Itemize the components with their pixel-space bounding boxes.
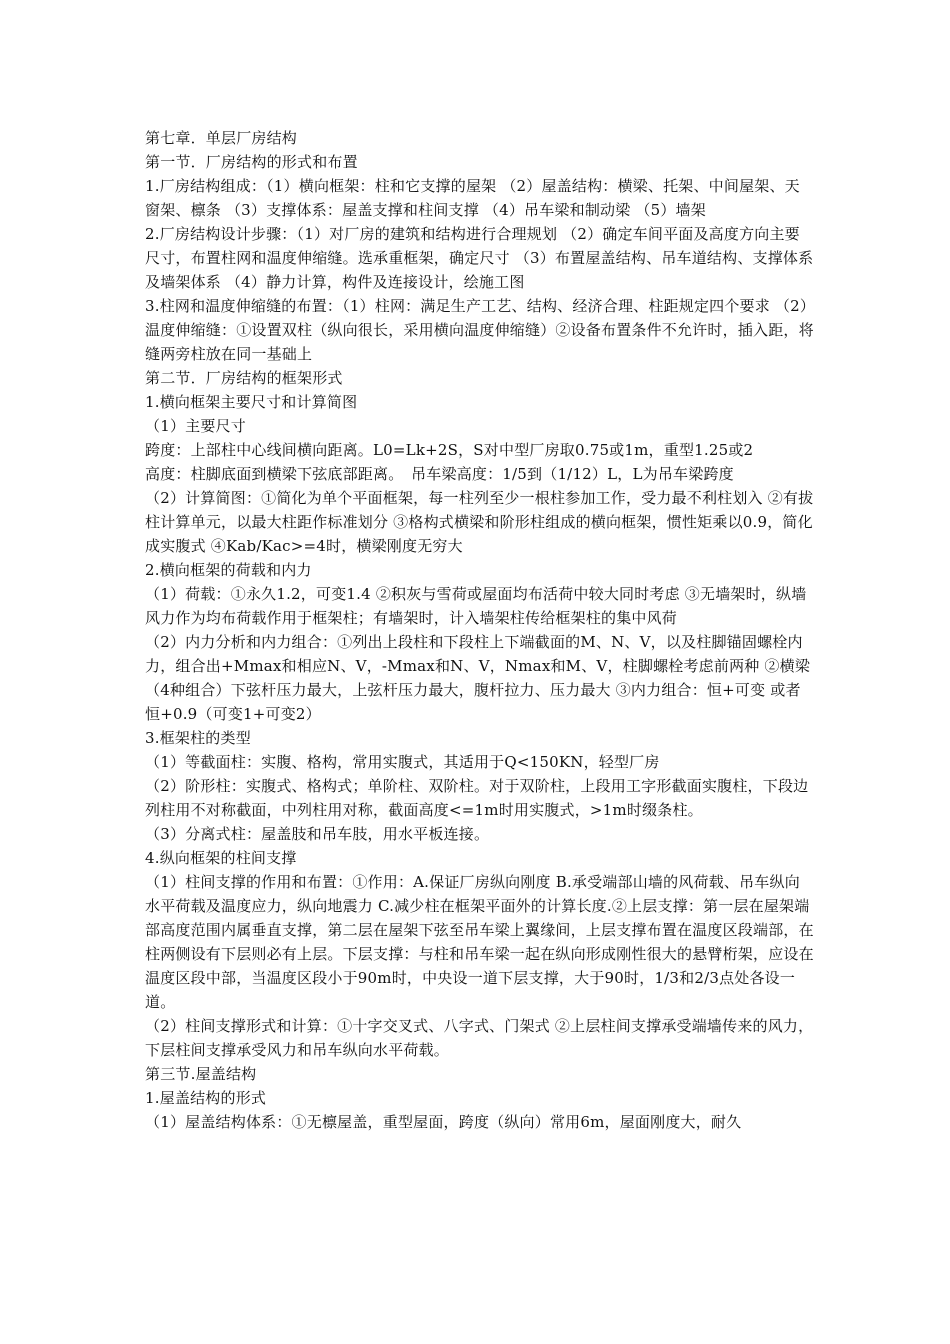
paragraph: （3）分离式柱：屋盖肢和吊车肢，用水平板连接。	[145, 825, 490, 843]
paragraph: （1）等截面柱：实腹、格构，常用实腹式，其适用于Q<150KN，轻型厂房	[145, 753, 660, 771]
paragraph: 3.柱网和温度伸缩缝的布置：（1）柱网：满足生产工艺、结构、经济合理、柱距规定四个要求 （2）温度伸缩缝：①设置双柱（纵向很长，采用横向温度伸缩缝）②设备布置条件不允许时，插入距，将缝两旁柱放在同一基础上	[145, 297, 814, 363]
subsection-title: 4.纵向框架的柱间支撑	[145, 849, 297, 867]
subsection-title: 2.横向框架的荷载和内力	[145, 561, 312, 579]
document-page	[145, 126, 815, 1134]
section-title: 第一节．厂房结构的形式和布置	[145, 153, 358, 171]
paragraph: （2）内力分析和内力组合：①列出上段柱和下段柱上下端截面的M、N、V，以及柱脚锚固螺栓内力，组合出+Mmax和相应N、V，-Mmax和N、V，Nmax和M、V，柱脚螺栓考虑前两种 ②横梁（4种组合）下弦杆压力最大，上弦杆压力最大，腹杆拉力、压力最大 ③内力组合：恒+可变 或者 恒+0.9（可变1+可变2）	[145, 633, 811, 723]
paragraph: （2）阶形柱：实腹式、格构式；单阶柱、双阶柱。对于双阶柱，上段用工字形截面实腹柱，下段边列柱用不对称截面，中列柱用对称，截面高度<=1m时用实腹式，>1m时缀条柱。	[145, 777, 809, 819]
subsection-title: 1.横向框架主要尺寸和计算简图	[145, 393, 358, 411]
paragraph: （1）主要尺寸	[145, 417, 246, 435]
paragraph: （1）荷载：①永久1.2，可变1.4 ②积灰与雪荷或屋面均布活荷中较大同时考虑 ③无墙架时，纵墙风力作为均布荷载作用于框架柱；有墙架时，计入墙架柱传给框架柱的集中风荷	[145, 585, 807, 627]
paragraph: 高度：柱脚底面到横梁下弦底部距离。 吊车梁高度：1/5到（1/12）L，L为吊车梁跨度	[145, 465, 734, 483]
paragraph: （2）计算简图：①简化为单个平面框架，每一柱列至少一根柱参加工作，受力最不利柱划入 ②有拔柱计算单元，以最大柱距作标准划分 ③格构式横梁和阶形柱组成的横向框架，惯性矩乘以0.9，简化成实腹式 ④Kab/Kac>=4时，横梁刚度无穷大	[145, 489, 814, 555]
paragraph: （1）屋盖结构体系：①无檩屋盖，重型屋面，跨度（纵向）常用6m，屋面刚度大，耐久	[145, 1113, 742, 1131]
paragraph: （2）柱间支撑形式和计算：①十字交叉式、八字式、门架式 ②上层柱间支撑承受端墙传来的风力，下层柱间支撑承受风力和吊车纵向水平荷载。	[145, 1017, 814, 1059]
section-title: 第二节．厂房结构的框架形式	[145, 369, 343, 387]
chapter-title: 第七章．单层厂房结构	[145, 129, 298, 147]
paragraph: 跨度：上部柱中心线间横向距离。L0=Lk+2S，S对中型厂房取0.75或1m，重型1.25或2	[145, 441, 754, 459]
paragraph: 1.厂房结构组成：（1）横向框架：柱和它支撑的屋架 （2）屋盖结构：横梁、托架、中间屋架、天窗架、檩条 （3）支撑体系：屋盖支撑和柱间支撑 （4）吊车梁和制动梁 （5）墙架	[145, 177, 800, 219]
section-title: 第三节.屋盖结构	[145, 1065, 257, 1083]
subsection-title: 1.屋盖结构的形式	[145, 1089, 267, 1107]
paragraph: （1）柱间支撑的作用和布置：①作用：A.保证厂房纵向刚度 B.承受端部山墙的风荷载、吊车纵向水平荷载及温度应力，纵向地震力 C.减少柱在框架平面外的计算长度.②上层支撑：第一层在屋架端部高度范围内属垂直支撑，第二层在屋架下弦至吊车梁上翼缘间，上层支撑布置在温度区段端部，在柱两侧设有下层则必有上层。下层支撑：与柱和吊车梁一起在纵向形成刚性很大的悬臂桁架，应设在温度区段中部，当温度区段小于90m时，中央设一道下层支撑，大于90时，1/3和2/3点处各设一道。	[145, 873, 814, 1011]
paragraph: 2.厂房结构设计步骤：（1）对厂房的建筑和结构进行合理规划 （2）确定车间平面及高度方向主要尺寸，布置柱网和温度伸缩缝。选承重框架，确定尺寸 （3）布置屋盖结构、吊车道结构、支撑体系及墙架体系 （4）静力计算，构件及连接设计，绘施工图	[145, 225, 814, 291]
subsection-title: 3.框架柱的类型	[145, 729, 251, 747]
